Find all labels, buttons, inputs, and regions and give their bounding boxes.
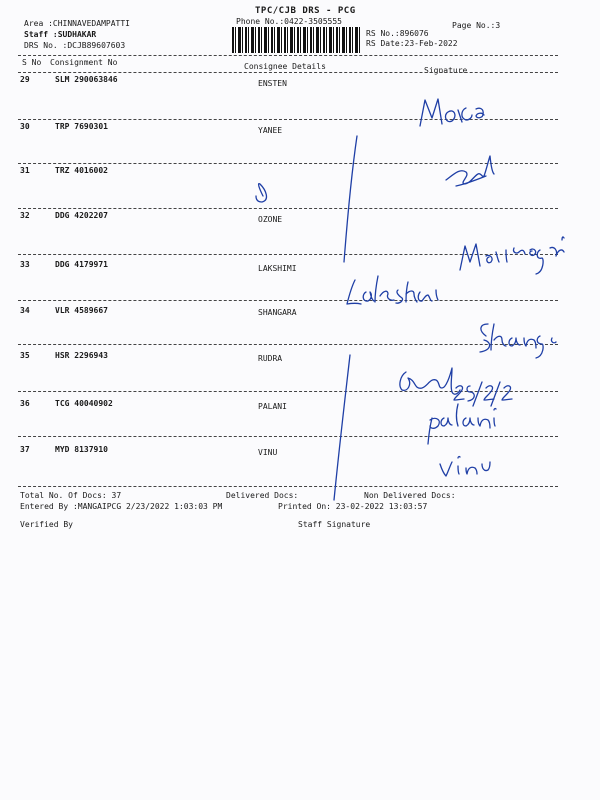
column-header-consignee: Consignee Details — [244, 62, 326, 71]
row-consignee: OZONE — [258, 215, 283, 224]
printed-on: Printed On: 23-02-2022 13:03:57 — [278, 502, 428, 511]
phone-number: Phone No.:0422-3505555 — [236, 17, 342, 26]
signature-33-upper-text — [460, 240, 539, 254]
drs-number: DRS No. :DCJB89607603 — [24, 41, 126, 50]
signature-30-text — [420, 97, 463, 111]
row-consignee: YANEE — [258, 126, 283, 135]
signature-37-text — [440, 460, 469, 474]
entered-by: Entered By :MANGAIPCG 2/23/2022 1:03:03 PM — [20, 502, 223, 511]
delivered-docs: Delivered Docs: — [226, 491, 299, 500]
row-sno: 37 — [20, 445, 30, 454]
signature-36-text — [428, 408, 471, 422]
row-sno: 30 — [20, 122, 30, 131]
staff-signature: Staff Signature — [298, 520, 371, 529]
signature-33-lower-text — [350, 280, 401, 294]
row-sno: 32 — [20, 211, 30, 220]
non-delivered-docs: Non Delivered Docs: — [364, 491, 456, 500]
row-sno: 36 — [20, 399, 30, 408]
row-consignee: ENSTEN — [258, 79, 287, 88]
row-consignee: PALANI — [258, 402, 287, 411]
column-header-sno: S No — [22, 58, 42, 67]
row-consignment: HSR 2296943 — [55, 351, 108, 360]
row-consignee: SHANGARA — [258, 308, 297, 317]
row-consignee: LAKSHIMI — [258, 264, 297, 273]
total-docs: Total No. Of Docs: 37 — [20, 491, 122, 500]
area-label: Area :CHINNAVEDAMPATTI — [24, 19, 130, 28]
row-sno: 33 — [20, 260, 30, 269]
staff-label: Staff :SUDHAKAR — [24, 30, 97, 39]
row-sno: 29 — [20, 75, 30, 84]
row-consignee: RUDRA — [258, 354, 283, 363]
rs-date: RS Date:23-Feb-2022 — [366, 39, 458, 48]
row-sno: 35 — [20, 351, 30, 360]
row-consignment: VLR 4589667 — [55, 306, 108, 315]
row-consignment: TRZ 4016002 — [55, 166, 108, 175]
row-consignment: DDG 4202207 — [55, 211, 108, 220]
row-sno: 34 — [20, 306, 30, 315]
verified-by: Verified By — [20, 520, 73, 529]
row-consignment: DDG 4179971 — [55, 260, 108, 269]
row-consignment: TRP 7690301 — [55, 122, 108, 131]
signature-34-text — [480, 326, 531, 340]
document-title: TPC/CJB DRS - PCG — [255, 6, 356, 16]
rs-number: RS No.:896076 — [366, 29, 429, 38]
row-consignee: VINU — [258, 448, 278, 457]
row-consignment: SLM 290063846 — [55, 75, 118, 84]
row-consignment: MYD 8137910 — [55, 445, 108, 454]
column-header-consignment: Consignment No — [50, 58, 118, 67]
row-sno: 31 — [20, 166, 30, 175]
page-number: Page No.:3 — [452, 21, 501, 30]
column-header-signature: Signature — [424, 66, 468, 75]
row-consignment: TCG 40040902 — [55, 399, 113, 408]
signature-35-date-text — [454, 384, 505, 398]
